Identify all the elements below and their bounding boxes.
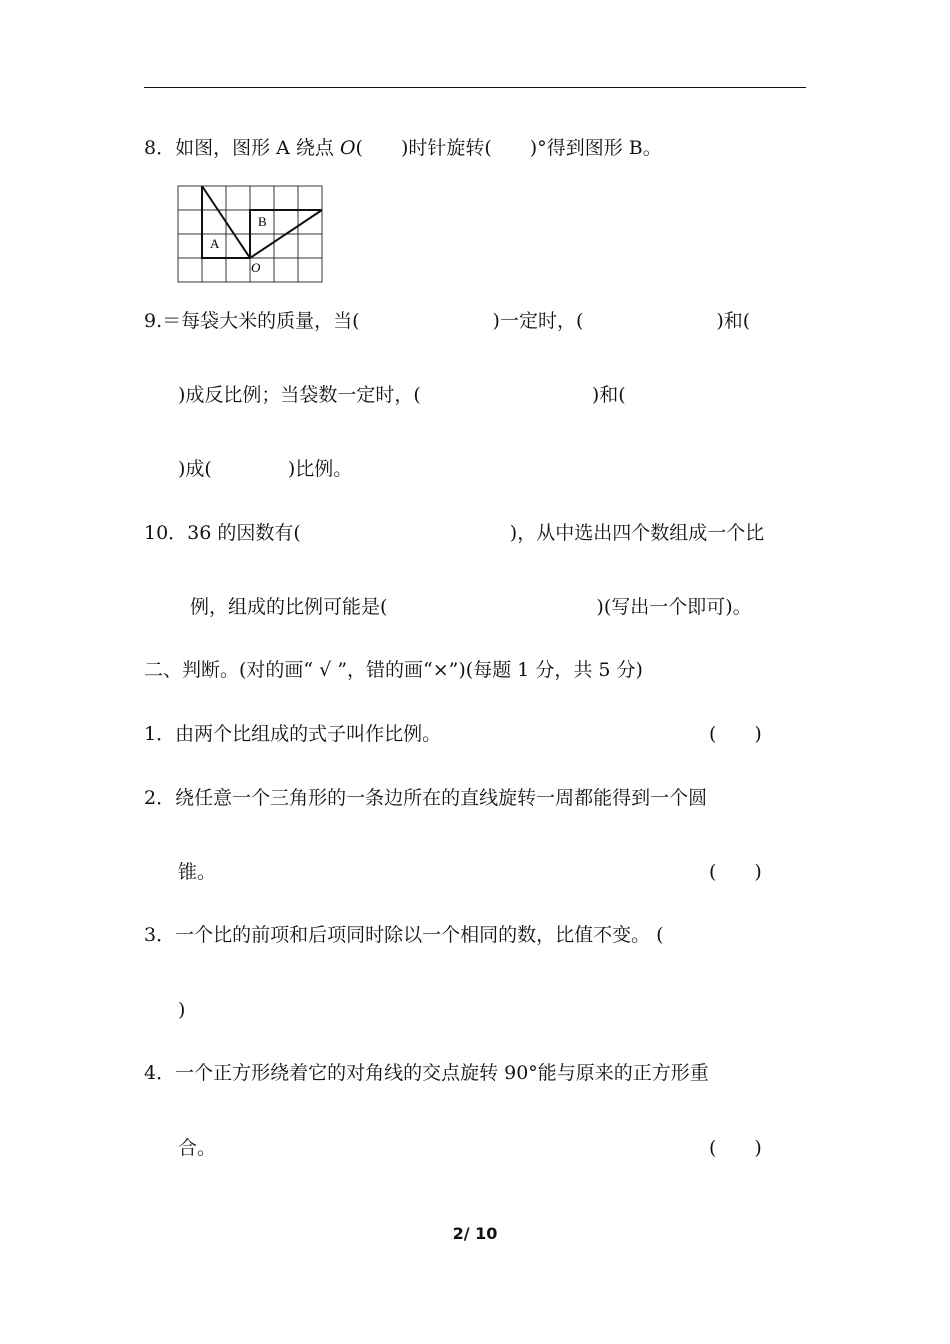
rotation-grid-svg [177, 185, 325, 285]
judge-q2-blank: ( ) [709, 861, 762, 883]
page-number: 2/ 10 [452, 1224, 498, 1243]
q10-line1: 10．36 的因数有( )，从中选出四个数组成一个比 [144, 522, 765, 544]
judge-q3-text: 3．一个比的前项和后项同时除以一个相同的数，比值不变。 ( [144, 924, 664, 946]
judge-q4-blank: ( ) [709, 1137, 762, 1159]
label-a: A [210, 236, 220, 251]
q9-line1: 9.＝每袋大米的质量，当( )一定时，( )和( [144, 310, 751, 332]
judge-q4-line2: 合。 [178, 1137, 217, 1159]
label-b: B [258, 214, 267, 229]
judge-q3-line2: ) [178, 999, 186, 1021]
judge-q1-blank: ( ) [709, 723, 762, 745]
judge-q2-line2: 锥。 [178, 861, 217, 883]
section2-heading: 二、判断。(对的画“ √ ”，错的画“×”)(每题 1 分，共 5 分) [144, 659, 643, 681]
header-rule [144, 87, 806, 88]
rotation-figure [177, 185, 325, 289]
judge-q1-text: 1．由两个比组成的式子叫作比例。 [144, 723, 442, 745]
q9-line3: )成( )比例。 [178, 458, 353, 480]
q10-line2: 例，组成的比例可能是( )(写出一个即可)。 [190, 596, 752, 618]
judge-q2-line1: 2．绕任意一个三角形的一条边所在的直线旋转一周都能得到一个圆 [144, 787, 708, 809]
q8-text: 8．如图，图形 A 绕点 O( )时针旋转( )°得到图形 B。 [144, 137, 662, 159]
label-o: O [251, 260, 261, 275]
judge-q4-line1: 4．一个正方形绕着它的对角线的交点旋转 90°能与原来的正方形重 [144, 1062, 709, 1084]
q9-line2: )成反比例；当袋数一定时，( )和( [178, 384, 626, 406]
